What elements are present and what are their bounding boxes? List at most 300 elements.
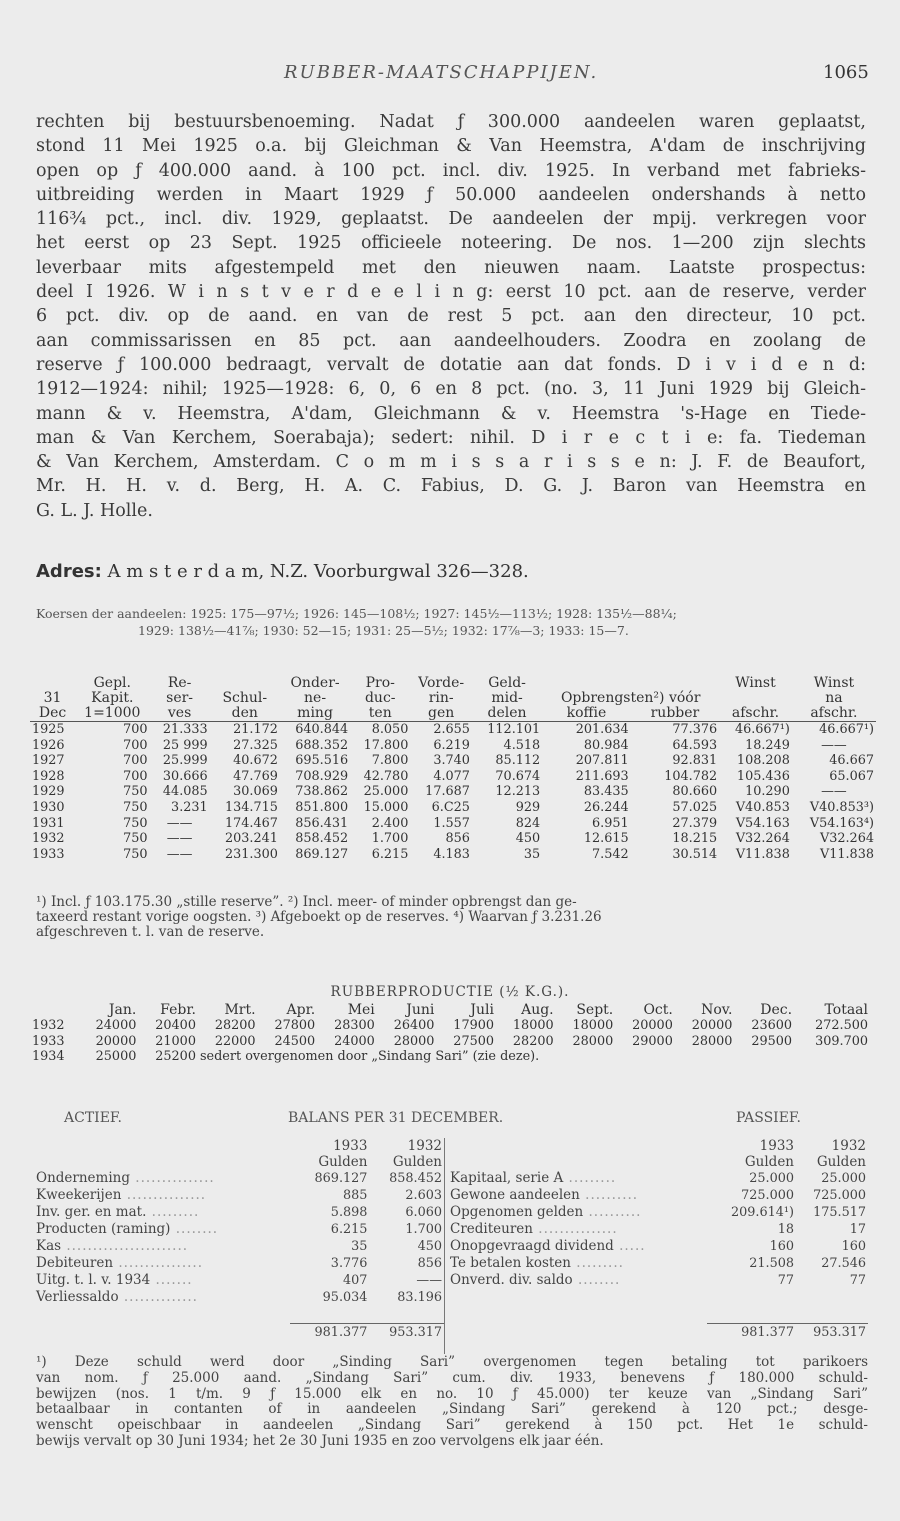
balance-row [34,1170,444,1187]
rubber-production-table [30,1002,870,1065]
spacer [448,1289,868,1324]
month-header: Oct. [643,1002,673,1018]
production-cell: 24000 [95,1018,137,1033]
production-cell: 20400 [155,1018,196,1033]
leader-dots: ................ [113,1255,203,1271]
table-cell: 57.025 [672,799,718,815]
balance-item-text: Gewone aandeelen [450,1187,580,1203]
table-cell: V11.838 [819,846,874,862]
passief-label: PASSIEF. [736,1110,801,1126]
spacer-row [448,1289,868,1324]
table-footnotes [36,895,868,940]
body-line: het eerst op 23 Sept. 1925 officieele noteering. De nos. 1—200 zijn slechts [36,233,866,254]
table-cell: 134.715 [225,799,278,815]
balance-value-1933: 725.000 [741,1188,794,1203]
table-row [30,847,876,863]
table-cell: V11.838 [735,846,790,862]
table-cell: 6.219 [433,737,470,753]
balance-divider [444,1138,445,1354]
balance-total-row [34,1324,444,1342]
balance-item-label [34,1170,290,1187]
column-header: Gepl. [93,675,131,691]
body-line: uitbreiding werden in Maart 1929 ƒ 50.000 aandeelen ondershands à netto [36,184,866,205]
production-cell: 17900 [453,1018,495,1033]
footnote-line: bewijs vervalt op 30 Juni 1934; het 2e 30 Juni 1935 en zoo vervolgens elk jaar één. [36,1432,604,1449]
address-line [36,561,529,582]
table-cell: 1931 [32,815,65,831]
body-line: rechten bij bestuursbenoeming. Nadat ƒ 300.000 aandeelen waren geplaatst, [36,112,866,132]
balance-value-1932: 175.517 [813,1205,866,1220]
leader-dots: ......... [146,1204,200,1220]
footnote-line: betaalbaar in contanten of in aandeelen „Sindang Sari” gerekend à 120 pct.; desge- [36,1401,868,1418]
leader-dots: ......... [570,1255,624,1271]
column-header: Re- [167,675,192,691]
production-cell: 28000 [572,1033,614,1049]
balance-item-label [448,1272,707,1289]
table-cell: 851.800 [295,799,349,815]
share-prices [36,605,866,639]
table-cell: 1926 [32,737,65,753]
column-header: rubber [631,706,720,722]
table-cell: 4.518 [503,737,541,753]
balance-value-1932: 77 [849,1273,866,1288]
production-cell: 18000 [572,1018,614,1033]
share-prices-line-2: 1929: 138½—41⅞; 1930: 52—15; 1931: 25—5½; 1932: 17⅞—3; 1933: 15—7. [138,623,629,638]
header-row [30,706,876,722]
column-header: 31 [43,690,62,706]
balance-value-1932: 858.452 [389,1171,442,1186]
month-header: Juni [406,1002,435,1018]
body-line: open op ƒ 400.000 aand. à 100 pct. incl. div. 1925. In verband met fabrieks- [36,160,866,181]
table-cell: 104.782 [664,768,718,784]
table-cell: 64.593 [672,737,718,753]
assets-unit-1932: Gulden [392,1154,442,1170]
balance-value-1932: 17 [849,1222,866,1237]
table-cell: 83.435 [583,784,629,800]
balance-row [34,1221,444,1238]
production-cell: 309.700 [815,1033,868,1049]
leader-dots: .......... [583,1204,642,1220]
balance-header [0,1110,900,1130]
production-row-1934 [30,1049,870,1065]
table-cell: 750 [123,815,148,831]
column-header: ten [350,706,410,722]
table-cell: 869.127 [295,846,349,862]
balance-item-text: Opgenomen gelden [450,1204,584,1220]
balance-row [448,1170,868,1187]
table-cell: 77.376 [672,722,718,737]
balance-item-label [34,1187,290,1204]
balance-row [34,1238,444,1255]
column-header: Vorde- [418,675,465,691]
production-cell: 20000 [691,1018,733,1033]
production-cell: 29500 [751,1033,793,1049]
balance-row [448,1272,868,1289]
column-header [719,691,792,706]
body-line: stond 11 Mei 1925 o.a. bij Gleichman & Van Heemstra, A'dam de inschrijving [36,136,866,157]
address-label: Adres: [36,561,102,582]
body-line: 116¾ pct., incl. div. 1929, geplaatst. De aandeelen der mpij. verkregen voor [36,209,866,230]
table-cell: 695.516 [295,753,349,769]
table-cell: 26.244 [583,799,629,815]
total-label [34,1324,290,1342]
body-line: man & Van Kerchem, Soerabaja); sedert: nihil. D i r e c t i e: fa. Tiedeman [36,427,866,448]
production-cell: 23600 [751,1018,793,1033]
table-cell: 750 [123,799,148,815]
column-header: Dec [30,706,75,722]
balance-value-1933: 209.614¹) [730,1205,794,1220]
month-header [30,1002,79,1018]
balance-item-label [448,1238,707,1255]
table-cell: 1927 [32,753,65,769]
body-line: aan commissarissen en 85 pct. aan aandeelhouders. Zoodra en zoolang de [36,330,866,351]
balance-value-1932: 160 [841,1239,866,1254]
balance-value-1933: 6.215 [330,1222,368,1237]
column-header: mid- [491,690,523,706]
month-header: Mrt. [224,1002,256,1018]
table-cell: 929 [515,799,541,815]
balance-title: BALANS PER 31 DECEMBER. [288,1110,504,1126]
month-header: Totaal [824,1002,868,1018]
running-title: RUBBER-MAATSCHAPPIJEN. [284,62,599,83]
production-note: sedert overgenomen door „Sindang Sari” (zie deze). [199,1049,540,1065]
leader-dots: ............... [532,1221,618,1237]
table-cell: 856 [445,831,470,847]
balance-value-1932: 27.546 [821,1256,866,1271]
column-header: ves [150,706,210,722]
table-cell: 30.069 [233,784,278,800]
balance-value-1932: 856 [417,1256,442,1271]
liab-year-1932: 1932 [831,1138,866,1154]
table-cell: 7.800 [371,753,409,769]
table-cell: 27.379 [672,815,718,831]
production-cell: 25200 [155,1049,196,1065]
month-header: Dec. [760,1002,793,1018]
column-header: Geld- [488,675,526,691]
table-cell: 2.400 [371,815,409,831]
production-cell: 27500 [453,1033,495,1049]
table-cell: 46.667¹) [819,722,874,737]
table-row [30,784,876,800]
production-cell: 24500 [274,1033,316,1049]
table-cell: 1928 [32,768,65,784]
balance-value-1933: 35 [351,1239,368,1254]
production-cell: 28000 [393,1033,435,1049]
leader-dots: ....... [150,1272,193,1288]
column-header: rin- [428,690,454,706]
table-cell: 700 [123,722,148,737]
balance-value-1933: 18 [777,1222,794,1237]
balance-item-label [34,1289,290,1306]
address-value: A m s t e r d a m, N.Z. Voorburgwal 326—328. [107,561,529,582]
table-cell: 1933 [32,846,65,862]
balance-item-text: Onverd. div. saldo [450,1272,573,1288]
footnote-line: afgeschreven t. l. van de reserve. [36,924,265,940]
table-cell: 108.208 [736,753,790,769]
table-cell: 42.780 [363,768,409,784]
table-cell: 1930 [32,799,65,815]
balance-value-1932: 725.000 [813,1188,866,1203]
production-cell: 24000 [334,1033,375,1049]
column-header: Onder- [290,675,340,691]
leader-dots: ......... [563,1170,617,1186]
balance-item-text: Producten (raming) [36,1221,171,1237]
footnote-line: van nom. ƒ 25.000 aand. „Sindang Sari” cum. div. 1933, benevens ƒ 180.000 schuld- [36,1369,868,1386]
table-cell: 21.333 [162,722,208,737]
table-cell: 25.999 [162,753,208,769]
table-cell: 92.831 [672,753,718,769]
column-header [30,676,75,691]
table-cell: 738.862 [295,784,349,800]
production-year: 1934 [32,1049,65,1065]
column-header: Winst [813,675,855,691]
table-cell: 80.660 [672,784,718,800]
table-cell: 18.215 [672,831,718,847]
page-header [0,62,900,88]
table-cell: 858.452 [295,831,349,847]
column-header: Opbrengsten²) vóór [560,690,701,706]
company-description [36,110,866,523]
table-cell: 10.290 [745,784,790,800]
table-row [30,816,876,832]
balance-row [34,1187,444,1204]
balance-row [34,1289,444,1306]
table-row [30,769,876,785]
balance-row [448,1221,868,1238]
production-cell: 29000 [632,1033,673,1049]
table-cell: 3.740 [433,753,470,769]
table-cell: 750 [123,831,148,847]
column-header: gen [410,706,472,722]
production-cell: 1933 [32,1033,65,1049]
balance-item-text: Debiteuren [36,1255,114,1271]
table-cell: 824 [515,815,541,831]
table-cell: 174.467 [225,815,278,831]
table-cell: 18.249 [745,737,790,753]
spacer [34,1306,444,1324]
month-header: Mei [347,1002,375,1018]
table-cell: 80.984 [583,737,629,753]
table-cell: 15.000 [363,799,409,815]
table-cell: 640.844 [295,722,349,737]
balance-item-label [34,1204,290,1221]
production-cell: 26400 [393,1018,435,1033]
balance-value-1932: 25.000 [821,1171,866,1186]
balance-total-row [448,1324,868,1342]
production-cell: 20000 [632,1018,673,1033]
page-number: 1065 [823,62,869,83]
footnote-line: bewijzen (nos. 1 t/m. 9 ƒ 15.000 elk en no. 10 ƒ 45.000) ter keuze van „Sindang Sari” [36,1385,868,1402]
table-cell: —— [821,737,847,753]
table-cell: 207.811 [575,753,629,769]
body-line: leverbaar mits afgestempeld met den nieuwen naam. Laatste prospectus: [36,257,866,278]
table-cell: 201.634 [575,722,629,737]
balance-row [34,1204,444,1221]
balance-item-text: Verliessaldo [36,1289,119,1305]
balance-item-text: Kweekerijen [36,1187,122,1203]
table-cell: V40.853³) [809,799,874,815]
balance-item-text: Crediteuren [450,1221,533,1237]
body-line: Mr. H. H. v. d. Berg, H. A. C. Fabius, D. G. J. Baron van Heemstra en [36,476,866,497]
body-line: G. L. J. Holle. [36,500,153,521]
balance-item-text: Uitg. t. l. v. 1934 [36,1272,151,1288]
balance-value-1933: 95.034 [322,1290,368,1305]
column-header: delen [472,706,542,722]
table-cell: —— [166,815,193,831]
table-row [30,722,876,738]
table-row [30,753,876,769]
column-header: Pro- [365,675,395,691]
table-cell: 1.557 [433,815,470,831]
table-cell: V54.163⁴) [809,815,874,831]
table-row [30,831,876,847]
balance-item-label [448,1170,707,1187]
balance-item-text: Onopgevraagd dividend [450,1238,614,1254]
total-1933: 981.377 [707,1324,796,1342]
month-header: Febr. [160,1002,196,1018]
table-cell: 4.183 [433,846,470,862]
assets-year-1933: 1933 [333,1138,368,1154]
leader-dots: ........ [170,1221,219,1237]
table-cell: —— [821,784,847,800]
month-header: Nov. [701,1002,733,1018]
table-cell: 1932 [32,831,65,847]
balance-value-1933: 407 [343,1273,368,1288]
month-header: Apr. [286,1002,316,1018]
balance-item-text: Te betalen kosten [450,1255,571,1271]
table-cell: 4.077 [433,768,470,784]
table-cell: 105.436 [736,768,790,784]
total-label [448,1324,707,1342]
body-line: deel I 1926. W i n s t v e r d e e l i n g: eerst 10 pct. aan de reserve, verder [36,282,866,303]
table-cell: 47.769 [233,768,278,784]
column-header: afschr. [719,706,792,722]
body-line: 6 pct. div. op de aand. en van de rest 5 pct. aan den directeur, 10 pct. [36,306,866,327]
balance-value-1932: —— [416,1273,442,1288]
column-header: den [210,706,280,722]
balance-item-text: Inv. ger. en mat. [36,1204,147,1220]
balance-item-label [448,1221,707,1238]
liab-year-1933: 1933 [759,1138,794,1154]
body-line: reserve ƒ 100.000 bedraagt, vervalt de dotatie aan dat fonds. D i v i d e n d: [36,354,866,375]
table-cell: 8.050 [371,722,409,737]
table-cell: 1925 [32,722,65,737]
table-cell: 231.300 [225,846,278,862]
table-cell: 6.C25 [431,799,470,815]
table-cell: 203.241 [225,831,278,847]
assets-unit-1933: Gulden [318,1154,368,1170]
table-cell: 7.542 [592,846,629,862]
balance-row [448,1187,868,1204]
column-header: afschr. [792,706,876,722]
table-cell: —— [166,846,193,862]
production-cell: 272.500 [815,1018,868,1033]
table-cell: 856.431 [295,815,349,831]
balance-item-label [448,1255,707,1272]
production-cell: 28300 [334,1018,375,1033]
table-cell: 211.693 [575,768,629,784]
table-cell: 708.929 [295,768,349,784]
table-cell: 21.172 [233,722,278,737]
column-header: 1=1000 [75,706,149,722]
assets-year-1932: 1932 [407,1138,442,1154]
balance-value-1932: 2.603 [405,1188,442,1203]
production-cell: 20000 [95,1033,137,1049]
column-header: koffie [542,706,630,722]
table-cell: V32.264 [735,831,790,847]
rubber-production-title: RUBBERPRODUCTIE (½ K.G.). [330,984,570,1000]
balance-item-label [448,1204,707,1221]
table-cell: 12.213 [495,784,541,800]
table-cell: 35 [523,846,541,862]
column-header [631,676,720,691]
table-cell: 750 [123,784,148,800]
liab-unit-1933: Gulden [744,1154,794,1170]
balance-value-1933: 3.776 [330,1256,368,1271]
table-cell: 17.800 [363,737,409,753]
table-cell: 27.325 [233,737,278,753]
column-header: ming [280,706,350,722]
table-cell: 2.655 [433,722,470,737]
share-prices-line-1: Koersen der aandeelen: 1925: 175—97½; 1926: 145—108½; 1927: 145½—113½; 1928: 135½—88¼; [36,606,677,621]
leader-dots: ..... [613,1238,646,1254]
column-header: ne- [304,690,327,706]
table-cell: —— [166,831,193,847]
footnote-line: wenscht opeischbaar in aandeelen „Sindang Sari” gerekend à 150 pct. Het 1e schuld- [36,1417,868,1434]
table-cell: 40.672 [233,753,278,769]
table-cell: 44.085 [162,784,208,800]
table-cell: 1929 [32,784,65,800]
production-cell: 28200 [214,1018,256,1033]
month-header: Jan. [108,1002,137,1018]
balance-item-text: Onderneming [36,1170,130,1186]
table-cell: 700 [123,737,148,753]
column-header [542,676,630,691]
balance-row [448,1204,868,1221]
column-header: na [825,690,843,706]
table-cell: 750 [123,846,148,862]
table-cell: V40.853 [735,799,790,815]
production-cell: 18000 [512,1018,554,1033]
balance-item-text: Kapitaal, serie A [450,1170,564,1186]
table-cell: V54.163 [735,815,790,831]
actief-label: ACTIEF. [64,1110,122,1126]
column-header: duc- [364,690,396,706]
header-row [30,676,876,691]
table-cell: V32.264 [819,831,874,847]
balance-liabilities [448,1138,868,1341]
balance-item-label [34,1272,290,1289]
table-cell: 70.674 [495,768,541,784]
production-cell: 22000 [214,1033,256,1049]
body-line: mann & v. Heemstra, A'dam, Gleichmann & v. Heemstra 's-Hage en Tiede- [36,403,866,424]
month-header: Aug. [521,1002,554,1018]
footnote-line: ¹) Deze schuld werd door „Sinding Sari” overgenomen tegen betaling tot parikoers [36,1354,868,1370]
table-cell: 12.615 [583,831,629,847]
balance-value-1933: 21.508 [749,1256,794,1271]
leader-dots: ............... [121,1187,207,1203]
header-row [30,691,876,706]
production-cell: 1932 [32,1018,65,1033]
production-cell: 28000 [691,1033,733,1049]
month-header: Juli [470,1002,495,1018]
table-cell: 65.067 [829,768,874,784]
column-header: Kapit. [91,690,134,706]
table-cell: 30.666 [162,768,208,784]
leader-dots: .............. [118,1289,198,1305]
table-cell: 30.514 [672,846,718,862]
table-cell: 700 [123,753,148,769]
